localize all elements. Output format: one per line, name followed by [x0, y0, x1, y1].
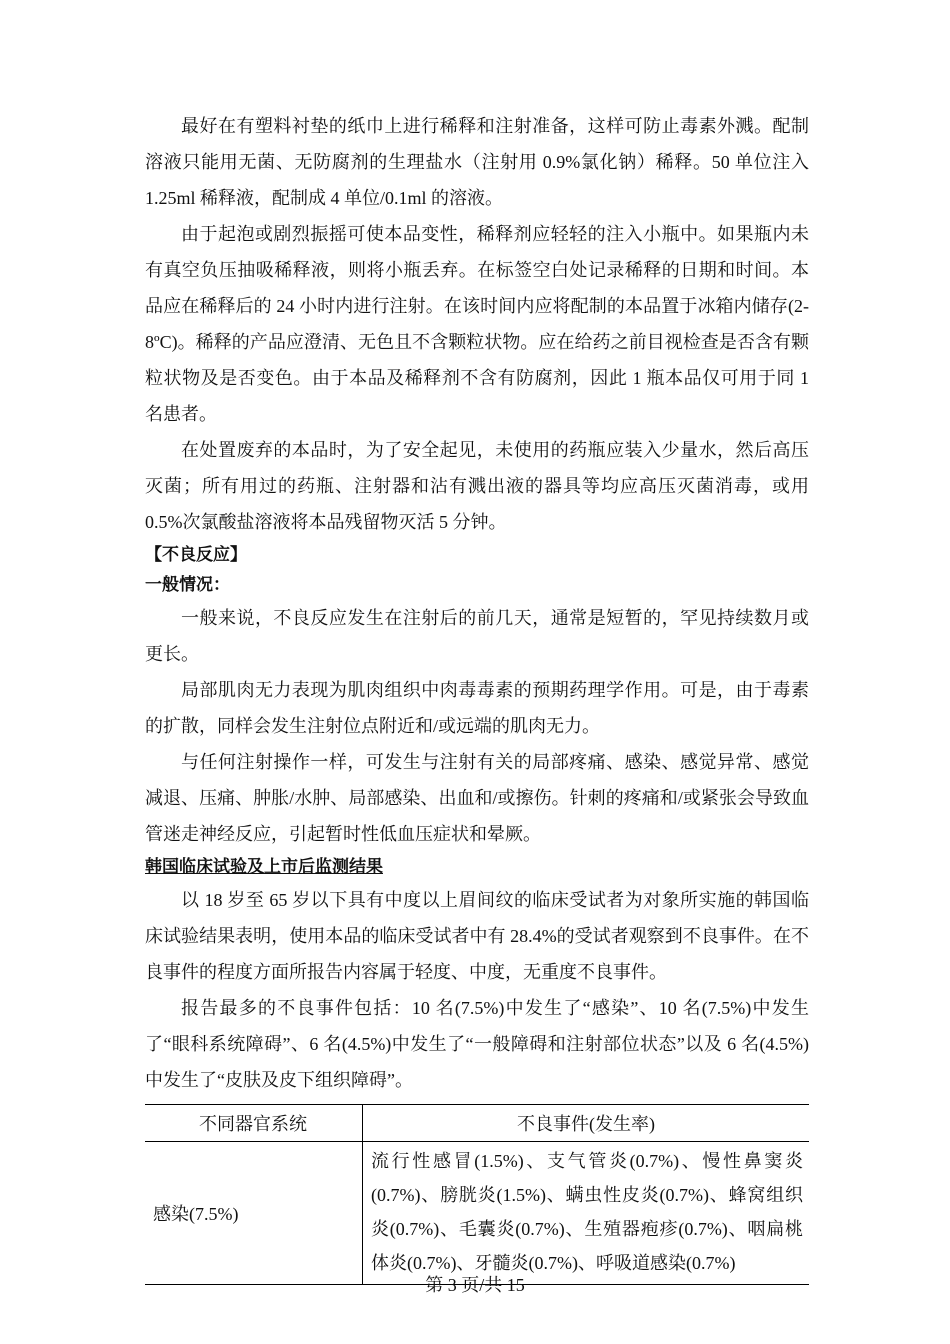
document-body [145, 108, 809, 1285]
paragraph: 报告最多的不良事件包括：10 名(7.5%)中发生了“感染”、10 名(7.5%)中发生了“眼科系统障碍”、6 名(4.5%)中发生了“一般障碍和注射部位状态”以及 6 名(4.5%)中发生了“皮肤及皮下组织障碍”。 [145, 998, 809, 1090]
subheading-general: 一般情况： [145, 575, 230, 595]
adverse-events-cell: 流行性感冒(1.5%)、支气管炎(0.7%)、慢性鼻窦炎(0.7%)、膀胱炎(1.5%)、螨虫性皮炎(0.7%)、蜂窝组织炎(0.7%)、毛囊炎(0.7%)、生殖器疱疹(0.7%)、咽扁桃体炎(0.7%)、牙髓炎(0.7%)、呼吸道感染(0.7%) [363, 1142, 810, 1285]
table-row [145, 1142, 809, 1285]
paragraph: 一般来说，不良反应发生在注射后的前几天，通常是短暂的，罕见持续数月或更长。 [145, 608, 809, 664]
paragraph: 局部肌肉无力表现为肌肉组织中肉毒毒素的预期药理学作用。可是，由于毒素的扩散，同样会发生注射位点附近和/或远端的肌肉无力。 [145, 680, 809, 736]
adverse-events-table [145, 1104, 809, 1285]
section-heading-adverse-reactions: 【不良反应】 [145, 545, 247, 565]
paragraph: 以 18 岁至 65 岁以下具有中度以上眉间纹的临床受试者为对象所实施的韩国临床试验结果表明，使用本品的临床受试者中有 28.4%的受试者观察到不良事件。在不良事件的程度方面所报告内容属于轻度、中度，无重度不良事件。 [145, 890, 809, 982]
column-header-adverse-events: 不良事件(发生率) [363, 1105, 810, 1142]
page-footer: 第 3 页/共 15 [425, 1275, 525, 1295]
subheading-korea-trials: 韩国临床试验及上市后监测结果 [145, 857, 383, 877]
paragraph: 与任何注射操作一样，可发生与注射有关的局部疼痛、感染、感觉异常、感觉减退、压痛、肿胀/水肿、局部感染、出血和/或擦伤。针刺的疼痛和/或紧张会导致血管迷走神经反应，引起暂时性低血压症状和晕厥。 [145, 752, 809, 844]
paragraph: 最好在有塑料衬垫的纸巾上进行稀释和注射准备，这样可防止毒素外溅。配制溶液只能用无菌、无防腐剂的生理盐水（注射用 0.9%氯化钠）稀释。50 单位注入 1.25ml 稀释液，配制成 4 单位/0.1ml 的溶液。 [145, 116, 809, 208]
paragraph: 由于起泡或剧烈振摇可使本品变性，稀释剂应轻轻的注入小瓶中。如果瓶内未有真空负压抽吸稀释液，则将小瓶丢弃。在标签空白处记录稀释的日期和时间。本品应在稀释后的 24 小时内进行注射。在该时间内应将配制的本品置于冰箱内储存(2-8ºC)。稀释的产品应澄清、无色且不含颗粒状物。应在给药之前目视检查是否含有颗粒状物及是否变色。由于本品及稀释剂不含有防腐剂，因此 1 瓶本品仅可用于同 1 名患者。 [145, 224, 809, 424]
paragraph: 在处置废弃的本品时，为了安全起见，未使用的药瓶应装入少量水，然后高压灭菌；所有用过的药瓶、注射器和沾有溅出液的器具等均应高压灭菌消毒，或用 0.5%次氯酸盐溶液将本品残留物灭活 5 分钟。 [145, 440, 809, 532]
column-header-organ-system: 不同器官系统 [145, 1105, 363, 1142]
table-header-row [145, 1105, 809, 1142]
organ-system-cell: 感染(7.5%) [145, 1142, 363, 1285]
